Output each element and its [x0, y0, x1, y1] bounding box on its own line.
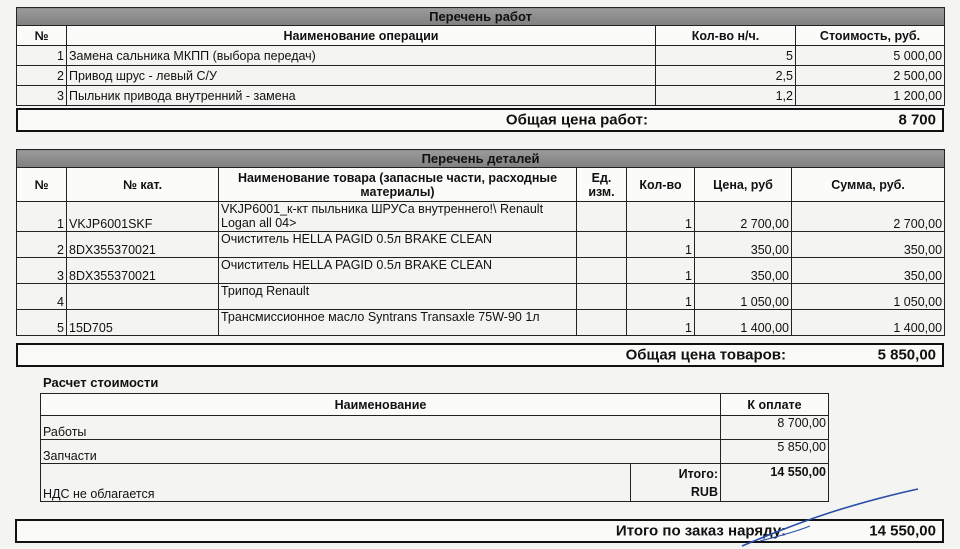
- work-no: 3: [17, 86, 67, 106]
- work-cost: 1 200,00: [796, 86, 945, 106]
- part-price: 350,00: [695, 258, 792, 284]
- part-price: 350,00: [695, 232, 792, 258]
- part-qty: 1: [627, 310, 695, 336]
- part-sum: 2 700,00: [792, 202, 945, 232]
- part-cat: [67, 284, 219, 310]
- calc-itogo-label: Итого:: [678, 466, 718, 481]
- table-row: [17, 46, 945, 66]
- part-qty: 1: [627, 202, 695, 232]
- part-unit: [577, 258, 627, 284]
- table-row: [17, 232, 945, 258]
- parts-header-no: №: [17, 168, 67, 202]
- table-row: [17, 202, 945, 232]
- part-no: 2: [17, 232, 67, 258]
- works-header-name: Наименование операции: [67, 26, 656, 46]
- parts-header-name: Наименование товара (запасные части, расходные материалы): [219, 168, 577, 202]
- part-price: 2 700,00: [695, 202, 792, 232]
- calc-table: [40, 393, 829, 502]
- parts-header-sum: Сумма, руб.: [792, 168, 945, 202]
- part-cat: 15D705: [67, 310, 219, 336]
- part-sum: 1 400,00: [792, 310, 945, 336]
- part-no: 5: [17, 310, 67, 336]
- pen-signature-stroke: [740, 486, 920, 549]
- part-qty: 1: [627, 232, 695, 258]
- work-cost: 2 500,00: [796, 66, 945, 86]
- parts-header-unit: Ед. изм.: [577, 168, 627, 202]
- part-no: 1: [17, 202, 67, 232]
- part-price: 1 050,00: [695, 284, 792, 310]
- work-name: Пыльник привода внутренний - замена: [67, 86, 656, 106]
- calc-itogo-value: 14 550,00: [721, 464, 829, 502]
- parts-header-cat: № кат.: [67, 168, 219, 202]
- part-sum: 1 050,00: [792, 284, 945, 310]
- calc-works-label: Работы: [41, 416, 721, 440]
- order-total-label: Итого по заказ наряду:: [615, 522, 786, 540]
- work-name: Замена сальника МКПП (выбора передач): [67, 46, 656, 66]
- part-name: Очиститель HELLA PAGID 0.5л BRAKE CLEAN: [219, 232, 577, 258]
- works-table: [16, 7, 945, 106]
- parts-table: [16, 149, 945, 336]
- calc-currency: RUB: [690, 484, 718, 499]
- part-unit: [577, 284, 627, 310]
- parts-total-label: Общая цена товаров:: [625, 346, 786, 364]
- parts-header-qty: Кол-во: [627, 168, 695, 202]
- table-row: [17, 310, 945, 336]
- part-qty: 1: [627, 284, 695, 310]
- order-total-value: 14 550,00: [869, 522, 936, 540]
- work-name: Привод шрус - левый С/У: [67, 66, 656, 86]
- calc-vat-label: НДС не облагается: [41, 464, 631, 502]
- part-cat: 8DX355370021: [67, 232, 219, 258]
- part-name: Трансмиссионное масло Syntrans Transaxle 75W-90 1л: [219, 310, 577, 336]
- part-unit: [577, 232, 627, 258]
- work-no: 2: [17, 66, 67, 86]
- parts-header-price: Цена, руб: [695, 168, 792, 202]
- table-row: [17, 66, 945, 86]
- part-price: 1 400,00: [695, 310, 792, 336]
- table-row: [17, 284, 945, 310]
- part-sum: 350,00: [792, 258, 945, 284]
- work-cost: 5 000,00: [796, 46, 945, 66]
- calc-itogo-cell: [631, 464, 721, 502]
- works-header-cost: Стоимость, руб.: [796, 26, 945, 46]
- parts-title: Перечень деталей: [17, 150, 945, 168]
- calc-header-pay: К оплате: [721, 394, 829, 416]
- part-unit: [577, 310, 627, 336]
- works-header-hours: Кол-во н/ч.: [656, 26, 796, 46]
- work-hours: 2,5: [656, 66, 796, 86]
- part-no: 4: [17, 284, 67, 310]
- work-hours: 1,2: [656, 86, 796, 106]
- table-row: [17, 258, 945, 284]
- part-cat: VKJP6001SKF: [67, 202, 219, 232]
- parts-total-bar: [16, 343, 944, 367]
- calc-parts-value: 5 850,00: [721, 440, 829, 464]
- works-header-no: №: [17, 26, 67, 46]
- table-row: [17, 86, 945, 106]
- works-total-label: Общая цена работ:: [505, 111, 648, 129]
- part-unit: [577, 202, 627, 232]
- calc-parts-label: Запчасти: [41, 440, 721, 464]
- part-qty: 1: [627, 258, 695, 284]
- calc-works-value: 8 700,00: [721, 416, 829, 440]
- works-total-value: 8 700: [898, 111, 936, 129]
- part-name: Трипод Renault: [219, 284, 577, 310]
- work-hours: 5: [656, 46, 796, 66]
- calc-title: Расчет стоимости: [43, 375, 159, 390]
- parts-total-value: 5 850,00: [877, 346, 936, 364]
- work-no: 1: [17, 46, 67, 66]
- works-total-bar: [16, 108, 944, 132]
- calc-header-name: Наименование: [41, 394, 721, 416]
- part-no: 3: [17, 258, 67, 284]
- works-title: Перечень работ: [17, 8, 945, 26]
- part-sum: 350,00: [792, 232, 945, 258]
- part-cat: 8DX355370021: [67, 258, 219, 284]
- part-name: Очиститель HELLA PAGID 0.5л BRAKE CLEAN: [219, 258, 577, 284]
- part-name: VKJP6001_к-кт пыльника ШРУСа внутреннего!\ Renault Logan all 04>: [219, 202, 577, 232]
